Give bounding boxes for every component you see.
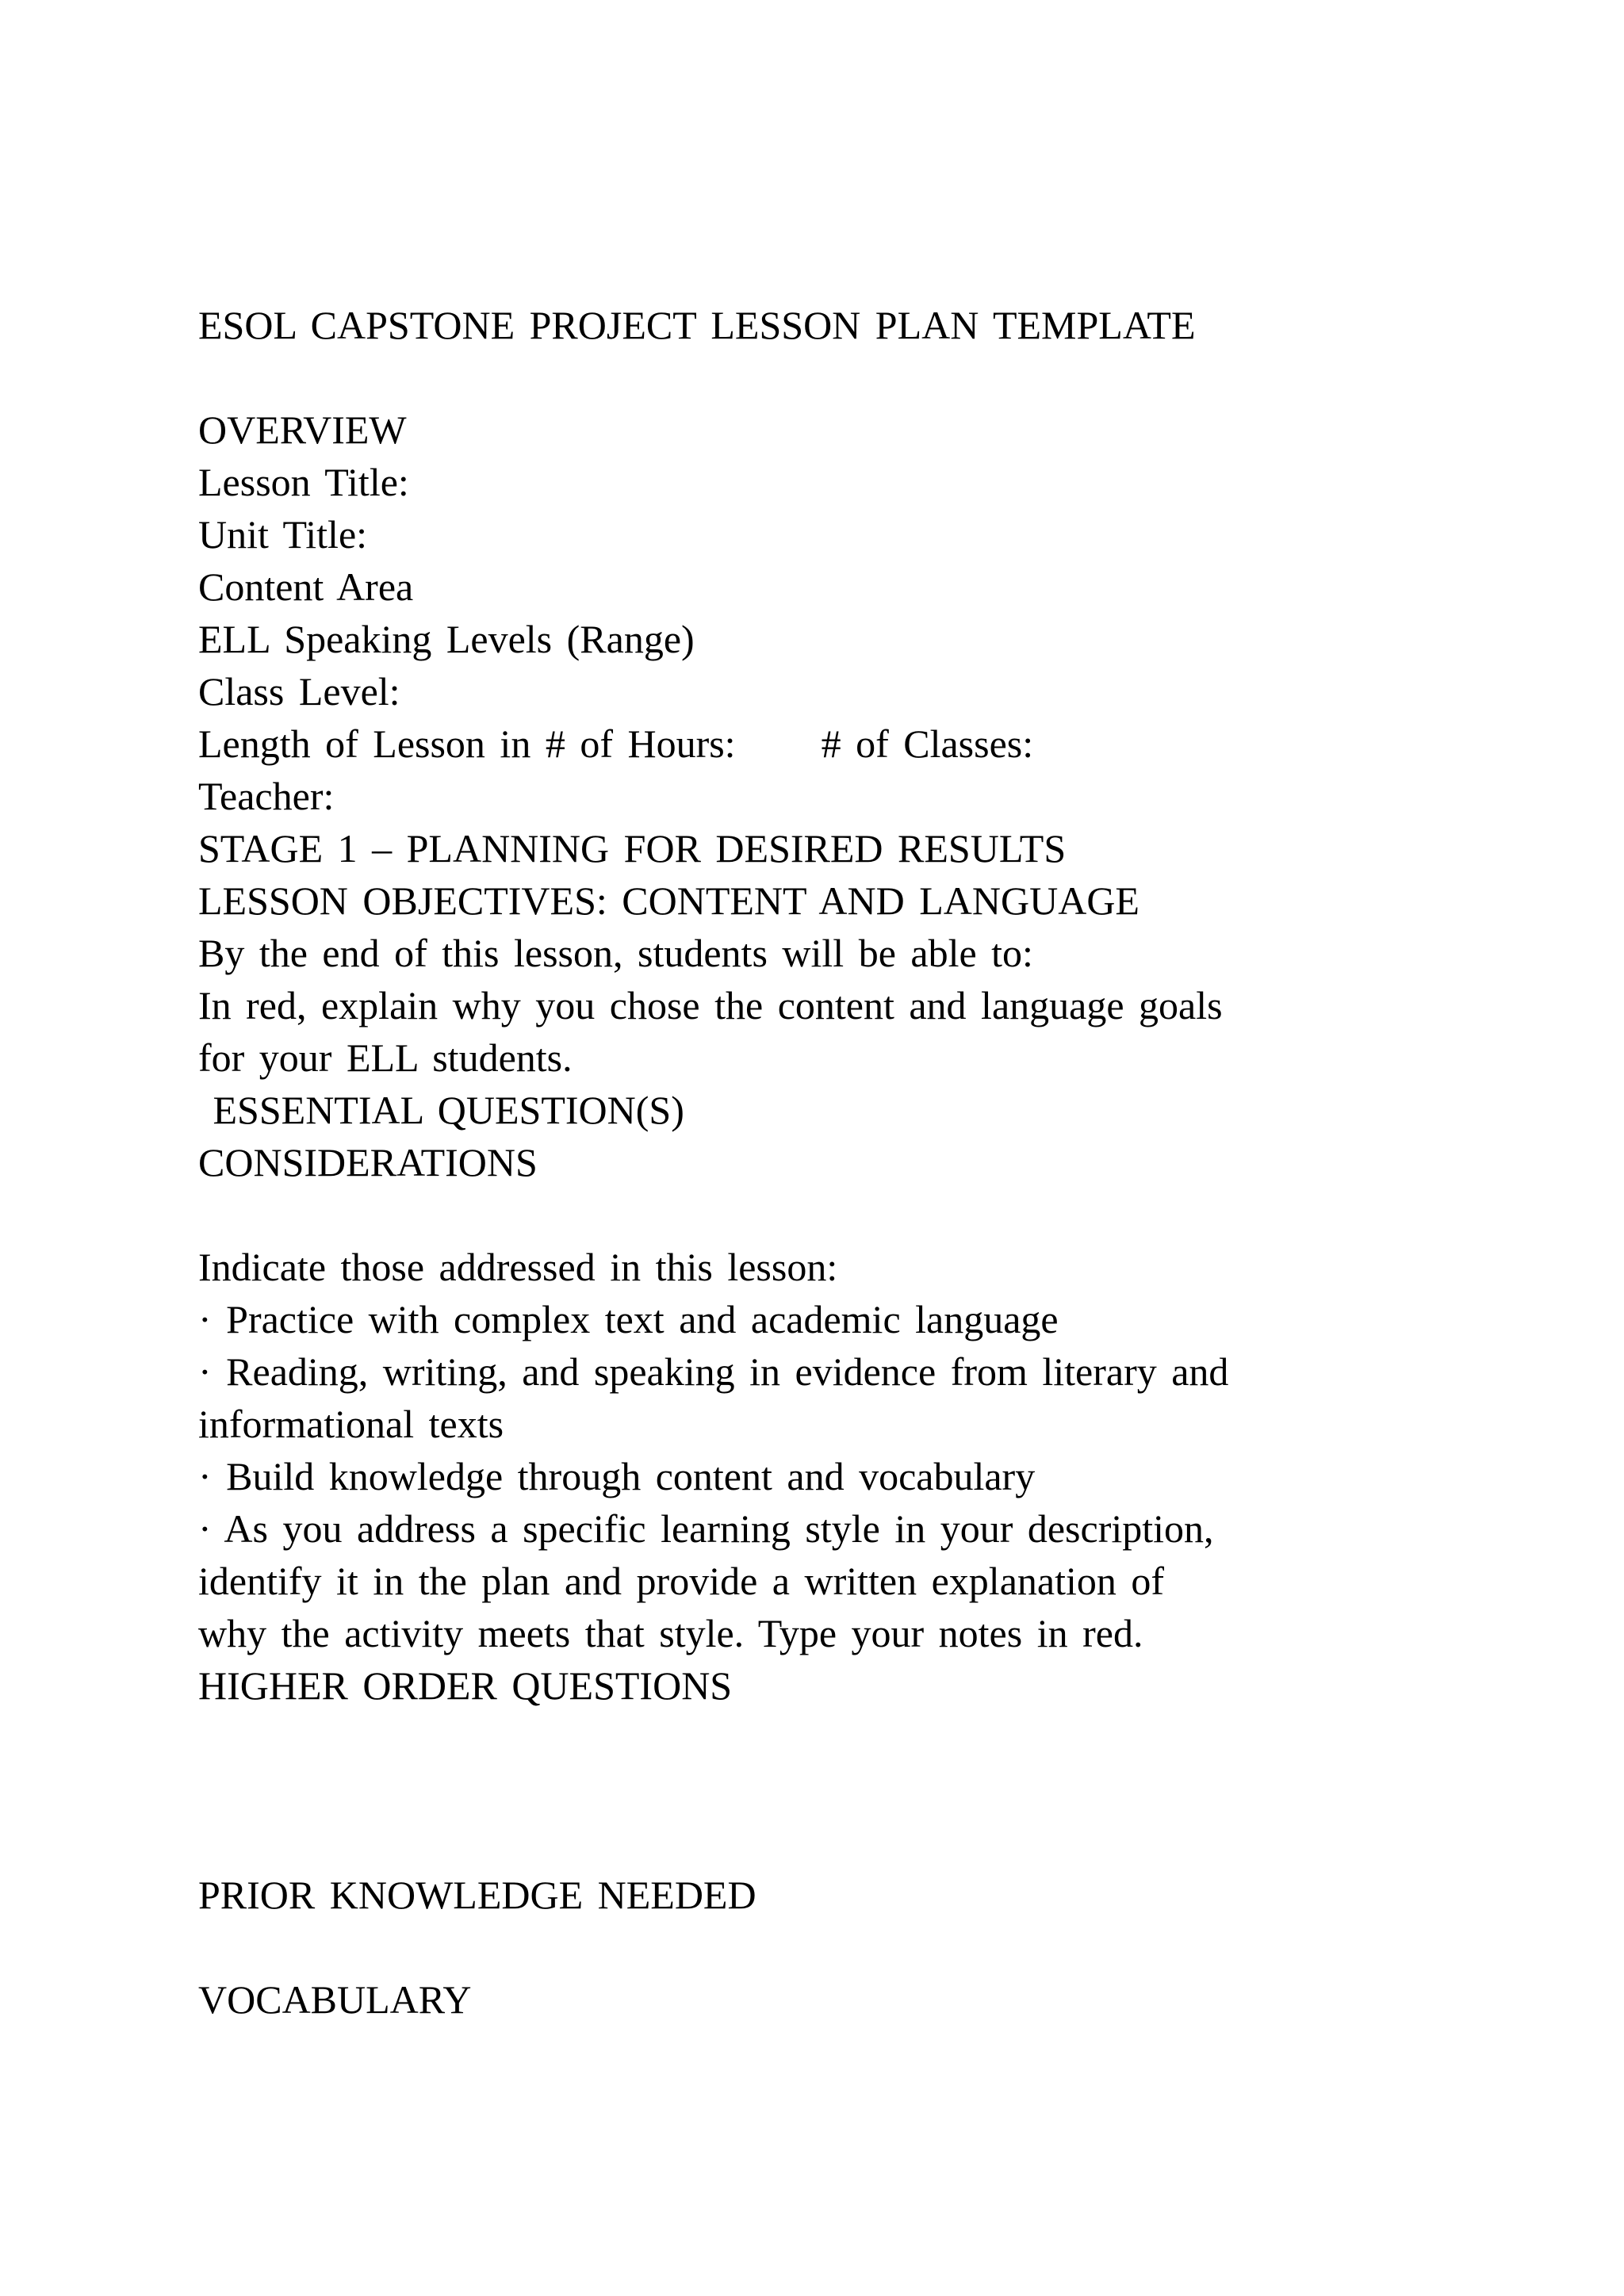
objectives-heading: LESSON OBJECTIVES: CONTENT AND LANGUAGE bbox=[198, 878, 1139, 923]
length-line bbox=[198, 718, 1435, 770]
prior-knowledge-heading: PRIOR KNOWLEDGE NEEDED bbox=[198, 1873, 756, 1917]
consideration-item-1: · Practice with complex text and academic language bbox=[198, 1297, 1059, 1341]
spacer bbox=[198, 1712, 1435, 1869]
consideration-item-3: · Build knowledge through content and vocabulary bbox=[198, 1454, 1036, 1498]
consideration-item-4-line-2: identify it in the plan and provide a written explanation of bbox=[198, 1559, 1165, 1603]
higher-order-heading: HIGHER ORDER QUESTIONS bbox=[198, 1663, 733, 1708]
consideration-item-4-line-1: · As you address a specific learning style in your description, bbox=[198, 1506, 1214, 1551]
explain-line-2: for your ELL students. bbox=[198, 1035, 573, 1080]
length-hours-label: Length of Lesson in # of Hours: bbox=[198, 721, 736, 766]
ell-levels-label: ELL Speaking Levels (Range) bbox=[198, 617, 695, 661]
objectives-intro: By the end of this lesson, students will be able to: bbox=[198, 931, 1033, 975]
vocabulary-heading: VOCABULARY bbox=[198, 1977, 472, 2022]
consideration-item-2-line-1: · Reading, writing, and speaking in evidence from literary and bbox=[198, 1349, 1229, 1394]
teacher-label: Teacher: bbox=[198, 774, 335, 818]
spacer bbox=[198, 1188, 1435, 1241]
stage1-heading: STAGE 1 – PLANNING FOR DESIRED RESULTS bbox=[198, 826, 1067, 871]
spacer bbox=[198, 1921, 1435, 1973]
explain-line-1: In red, explain why you chose the content and language goals bbox=[198, 983, 1223, 1027]
essential-questions-heading: ESSENTIAL QUESTION(S) bbox=[198, 1088, 684, 1132]
num-classes-label: # of Classes: bbox=[821, 721, 1034, 766]
overview-heading: OVERVIEW bbox=[198, 408, 407, 452]
considerations-intro: Indicate those addressed in this lesson: bbox=[198, 1245, 838, 1289]
class-level-label: Class Level: bbox=[198, 669, 400, 714]
spacer bbox=[198, 351, 1435, 404]
content-area-label: Content Area bbox=[198, 564, 414, 609]
lesson-title-label: Lesson Title: bbox=[198, 460, 409, 504]
lesson-plan-text bbox=[198, 299, 1435, 2026]
consideration-item-2-line-2: informational texts bbox=[198, 1402, 504, 1446]
document-title: ESOL CAPSTONE PROJECT LESSON PLAN TEMPLATE bbox=[198, 303, 1196, 347]
unit-title-label: Unit Title: bbox=[198, 512, 368, 557]
considerations-heading: CONSIDERATIONS bbox=[198, 1140, 538, 1184]
consideration-item-4-line-3: why the activity meets that style. Type your notes in red. bbox=[198, 1611, 1143, 1655]
